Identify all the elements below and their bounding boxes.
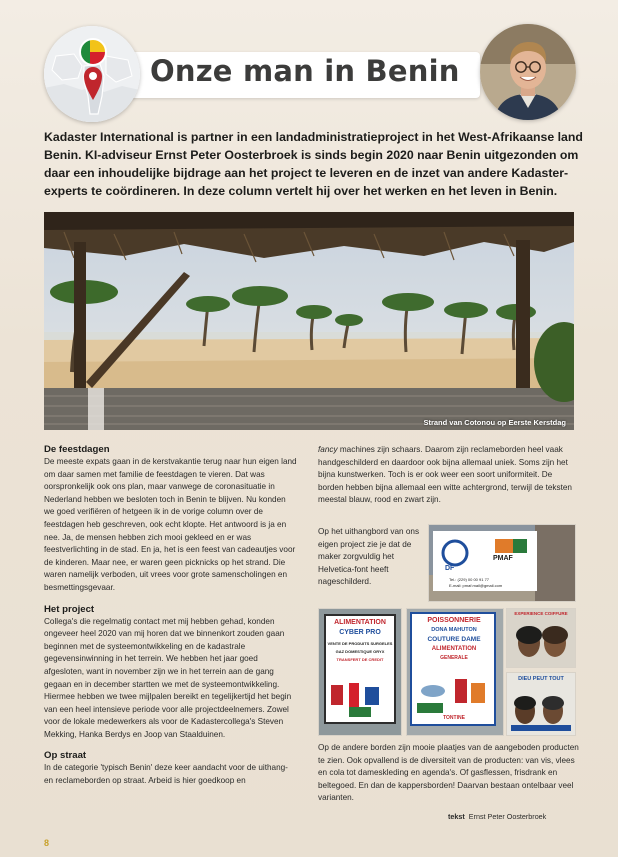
sign-logo-left: DF <box>445 565 455 572</box>
beach-photo <box>44 212 574 430</box>
pois-line1: POISSONNERIE <box>427 617 481 624</box>
paragraph-project: Collega's die regelmatig contact met mij hebben gehad, konden ongeveer heel 2020 van mij horen dat we binnenkort zouden gaan beginnen met de systeemontwikkeling en de kadastrale gegevensinwinning in het terrein. We hebben het jaar goed afgesloten, want in november zijn we in het terrein aan de gang gegaan en in december startten we met de systeemontwikkeling. Hiermee hebben we twee mijlpalen bereikt en tegelijkertijd het begin van een heel intensieve periode voor alle projectdeelnemers. Zowel voor de lokale medewerkers als voor de Kadastercollega's Steven Mekking, Hanka Berdys en Joop van Staalduinen. <box>44 616 292 739</box>
sign-email: E-mail: pmaf.mail@gmail.com <box>449 583 503 588</box>
sign-tel: Tel.: (229) 00 00 91 77 <box>449 577 490 582</box>
intro-paragraph: Kadaster International is partner in een landadministratieproject in het West-Afrikaanse land Benin. KI-adviseur Ernst Peter Oosterbroek is sinds begin 2020 naar Benin uitgezonden om daar een inhoudelijke bijdrage aan het project te leveren en de inzet van andere Kadaster-experts te coördineren. In deze column vertelt hij over het werken en het leven in Benin. <box>44 130 583 198</box>
italic-word: fancy <box>318 445 338 454</box>
sign-logo-right: PMAF <box>493 555 513 562</box>
paragraph-closing: Op de andere borden zijn mooie plaatjes van de aangeboden producten te zien. Ook opvallend is de diversiteit van de producten: van vis, vlees en cola tot dameskleding en agenda's. Of gasflessen, frisdrank en beltegoed. En dan de kappersborden! Daarvan bestaan ontelbaar veel varianten. <box>318 743 579 803</box>
sign-caption: Op het uithangbord van ons eigen project zie je dat de maker zorgvuldig het Helvetica-font heeft nageschilderd. <box>318 527 420 587</box>
pois-line4: ALIMENTATION <box>431 646 477 652</box>
page-title: Onze man in Benin <box>150 54 460 88</box>
pois-line5: GENERALE <box>440 655 468 661</box>
alim-line2: CYBER PRO <box>339 629 381 636</box>
project-sign-photo <box>428 524 576 602</box>
author-credit <box>448 812 546 821</box>
heading-feestdagen: De feestdagen <box>44 444 110 455</box>
coiffure-sign-photo <box>506 608 576 668</box>
alim-line5: TRANSFERT DE CREDIT <box>336 657 384 662</box>
left-column <box>44 444 298 788</box>
credit-name: Ernst Peter Oosterbroek <box>468 812 547 821</box>
alim-line4: GAZ DOMESTIQUE ORYX <box>335 649 385 654</box>
dieu-sign-photo <box>506 672 576 736</box>
coiffure-line1: EXPERIENCE COIFFURE <box>514 611 568 616</box>
alim-line1: ALIMENTATION <box>334 619 386 626</box>
continued-text: machines zijn schaars. Daarom zijn reclameborden heel vaak handgeschilderd en daardoor ook bijna allemaal uniek. Soms zijn het bijna kunstwerken. Toch is er ook weer een soort uniformiteit. De borden hebben bijna allemaal een witte achtergrond, terwijl de teksten meestal blauw, rood en zwart zijn. <box>318 445 572 505</box>
heading-op-straat: Op straat <box>44 750 87 762</box>
pois-line3: COUTURE DAME <box>427 636 481 643</box>
pois-line2: DONA MAHUTON <box>431 627 477 633</box>
credit-label: tekst <box>448 812 465 821</box>
page-number: 8 <box>44 838 50 848</box>
paragraph-continued <box>318 444 578 507</box>
right-column <box>318 444 578 507</box>
dieu-line1: DIEU PEUT TOUT <box>518 676 564 682</box>
heading-project: Het project <box>44 603 95 615</box>
paragraph-feestdagen: De meeste expats gaan in de kerstvakantie terug naar hun eigen land om daar samen met familie de feestdagen te vieren. Dat was oorspronkelijk ook ons plan, maar vanwege de coronasituatie in Nederland hebben we besloten toch in Benin te blijven. Nu konden we goed verifiëren of hetgeen ik in de vorige column over de feestdagen heb geschreven, ook echt klopte. Het antwoord is ja en nee. Ja, de mensen hebben zich mooi gekleed en er was feestverlichting in de stad. En ja, het is een feest van cadeautjes voor de kinderen. Maar nee, er waren geen picknicks op het strand. Die waren namelijk verboden, uit vrees voor grote samenscholingen en besmettingsgevaar. <box>44 457 297 592</box>
benin-map-icon <box>44 26 140 122</box>
alimentation-sign-photo <box>318 608 402 736</box>
alim-line3: VENTE DE PRODUITS SURGELES <box>327 641 393 646</box>
paragraph-op-straat: In de categorie 'typisch Benin' deze keer aandacht voor de uithang- en reclameborden op straat. Arbeid is hier goedkoop en <box>44 763 288 786</box>
pois-line6: TONTINE <box>443 715 465 721</box>
photo-caption: Strand van Cotonou op Eerste Kerstdag <box>423 418 566 427</box>
author-portrait <box>480 24 576 120</box>
poissonnerie-sign-photo <box>406 608 504 736</box>
